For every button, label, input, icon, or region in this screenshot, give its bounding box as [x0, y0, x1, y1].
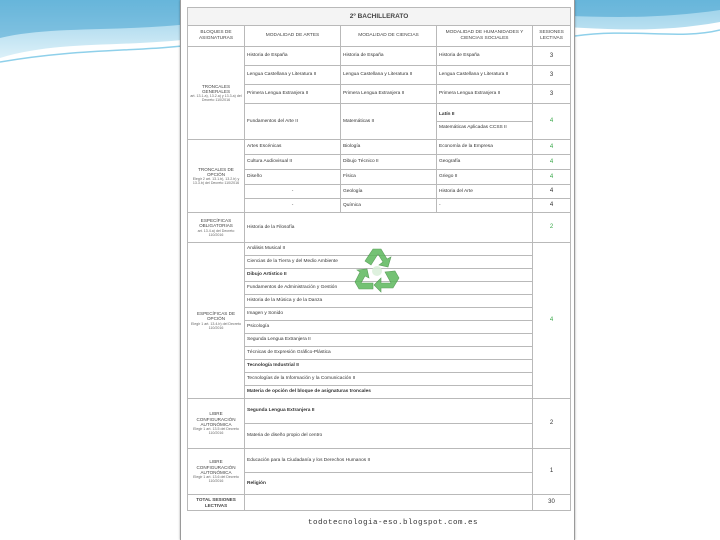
table-cell — [245, 495, 533, 511]
table-cell: Materia de opción del bloque de asignaturas troncales — [245, 386, 533, 399]
block-ref: art. 13.1.a), 13.2.a) y 13.3.a) del Decreto 110/2016 — [190, 94, 242, 103]
table-cell: Primera Lengua Extranjera II — [341, 85, 437, 104]
table-cell: Geografía — [437, 155, 533, 170]
block-label: ESPECÍFICAS DE OPCIÓN — [196, 311, 236, 322]
sessions-cell: 4 — [533, 140, 571, 155]
table-cell: Química — [341, 199, 437, 213]
sessions-cell: 4 — [533, 185, 571, 199]
block-libre-configuracion-1 — [188, 399, 245, 449]
sessions-cell: 4 — [533, 199, 571, 213]
sessions-cell: 4 — [533, 170, 571, 185]
table-cell: Física — [341, 170, 437, 185]
table-cell: Cultura Audiovisual II — [245, 155, 341, 170]
block-ref: Elegir 1 art. 13.5 del Decreto 110/2016 — [193, 427, 239, 436]
sessions-cell: 2 — [533, 213, 571, 243]
table-cell: Fundamentos de Administración y Gestión — [245, 282, 533, 295]
table-cell: Historia de España — [341, 47, 437, 66]
table-cell: Primera Lengua Extranjera II — [245, 85, 341, 104]
table-cell: Dibujo Artístico II — [245, 269, 533, 282]
table-cell: Economía de la Empresa — [437, 140, 533, 155]
sessions-cell: 3 — [533, 66, 571, 85]
footer-url: todotecnologia-eso.blogspot.com.es — [308, 519, 479, 527]
table-cell: - — [245, 185, 341, 199]
table-cell: Lengua Castellana y Literatura II — [341, 66, 437, 85]
sessions-cell: 4 — [533, 155, 571, 170]
block-ref: Elegir 1 art. 13.4.b) del Decreto 110/2016 — [191, 321, 241, 330]
table-cell: Materia de diseño propio del centro — [245, 424, 533, 449]
header-ciencias: MODALIDAD DE CIENCIAS — [341, 26, 437, 47]
block-label: TRONCALES GENERALES — [201, 83, 231, 94]
table-cell: Historia de España — [245, 47, 341, 66]
block-ref: Elegir 1 art. 13.6 del Decreto 110/2016 — [193, 475, 239, 484]
subject-matematicas-ccss: Matemáticas Aplicadas CCSS II — [437, 121, 532, 131]
table-cell: Segunda Lengua Extranjera II — [245, 399, 533, 424]
block-ref: art. 13.4.a) del Decreto 110/2016 — [197, 228, 235, 237]
table-cell: Matemáticas II — [341, 104, 437, 140]
table-cell: Geología — [341, 185, 437, 199]
table-cell: Técnicas de Expresión Gráfico-Plástica — [245, 347, 533, 360]
block-label: ESPECÍFICAS OBLIGATORIAS — [199, 218, 233, 229]
table-cell: Tecnología Industrial II — [245, 360, 533, 373]
block-libre-configuracion-2 — [188, 449, 245, 495]
block-troncales-opcion — [188, 140, 245, 213]
header-humanidades: MODALIDAD DE HUMANIDADES Y CIENCIAS SOCIALES — [437, 26, 533, 47]
table-cell: Análisis Musical II — [245, 243, 533, 256]
table-cell: - — [437, 199, 533, 213]
table-cell: Ciencias de la Tierra y del Medio Ambiente — [245, 256, 533, 269]
table-cell: Imagen y Sonido — [245, 308, 533, 321]
sessions-cell: 4 — [533, 243, 571, 399]
table-cell: Educación para la Ciudadanía y los Derechos Humanos II — [245, 449, 533, 473]
table-cell: Historia de España — [437, 47, 533, 66]
sessions-cell: 4 — [533, 104, 571, 140]
table-cell: Historia del Arte — [437, 185, 533, 199]
table-cell: Historia de la Filosofía — [245, 213, 533, 243]
table-cell: Lengua Castellana y Literatura II — [245, 66, 341, 85]
table-cell: - — [245, 199, 341, 213]
recycle-icon — [351, 245, 403, 293]
block-especificas-opcion — [188, 243, 245, 399]
table-cell: Fundamentos del Arte II — [245, 104, 341, 140]
table-cell: Diseño — [245, 170, 341, 185]
table-cell: Primera Lengua Extranjera II — [437, 85, 533, 104]
block-troncales-generales — [188, 47, 245, 140]
block-label: LIBRE CONFIGURACIÓN AUTONÓMICA — [196, 411, 236, 428]
table-cell: Griego II — [437, 170, 533, 185]
table-cell: Religión — [245, 473, 533, 495]
table-cell: Tecnologías de la Información y la Comunicación II — [245, 373, 533, 386]
block-total: TOTAL SESIONES LECTIVAS — [188, 495, 245, 511]
block-label: LIBRE CONFIGURACIÓN AUTONÓMICA — [196, 459, 236, 476]
block-ref: Elegir 2 art. 13.1.b), 13.2.b) y 13.3.b) del Decreto 110/2016 — [192, 177, 240, 186]
total-sessions-cell: 30 — [533, 495, 571, 511]
table-title: 2º BACHILLERATO — [188, 8, 571, 26]
block-label: TRONCALES DE OPCIÓN — [198, 166, 234, 177]
table-cell: Dibujo Técnico II — [341, 155, 437, 170]
sessions-cell: 3 — [533, 47, 571, 66]
header-sesiones: SESIONES LECTIVAS — [533, 26, 571, 47]
table-cell: Biología — [341, 140, 437, 155]
header-artes: MODALIDAD DE ARTES — [245, 26, 341, 47]
sessions-cell: 1 — [533, 449, 571, 495]
subject-latin: Latín II — [439, 112, 455, 118]
table-cell: Historia de la Música y de la Danza — [245, 295, 533, 308]
table-cell: Psicología — [245, 321, 533, 334]
table-cell — [437, 104, 533, 140]
table-cell: Lengua Castellana y Literatura II — [437, 66, 533, 85]
header-bloques: BLOQUES DE ASIGNATURAS — [188, 26, 245, 47]
table-cell: Segunda Lengua Extranjera II — [245, 334, 533, 347]
table-cell: Artes Escénicas — [245, 140, 341, 155]
block-especificas-obligatorias — [188, 213, 245, 243]
sessions-cell: 2 — [533, 399, 571, 449]
sessions-cell: 3 — [533, 85, 571, 104]
